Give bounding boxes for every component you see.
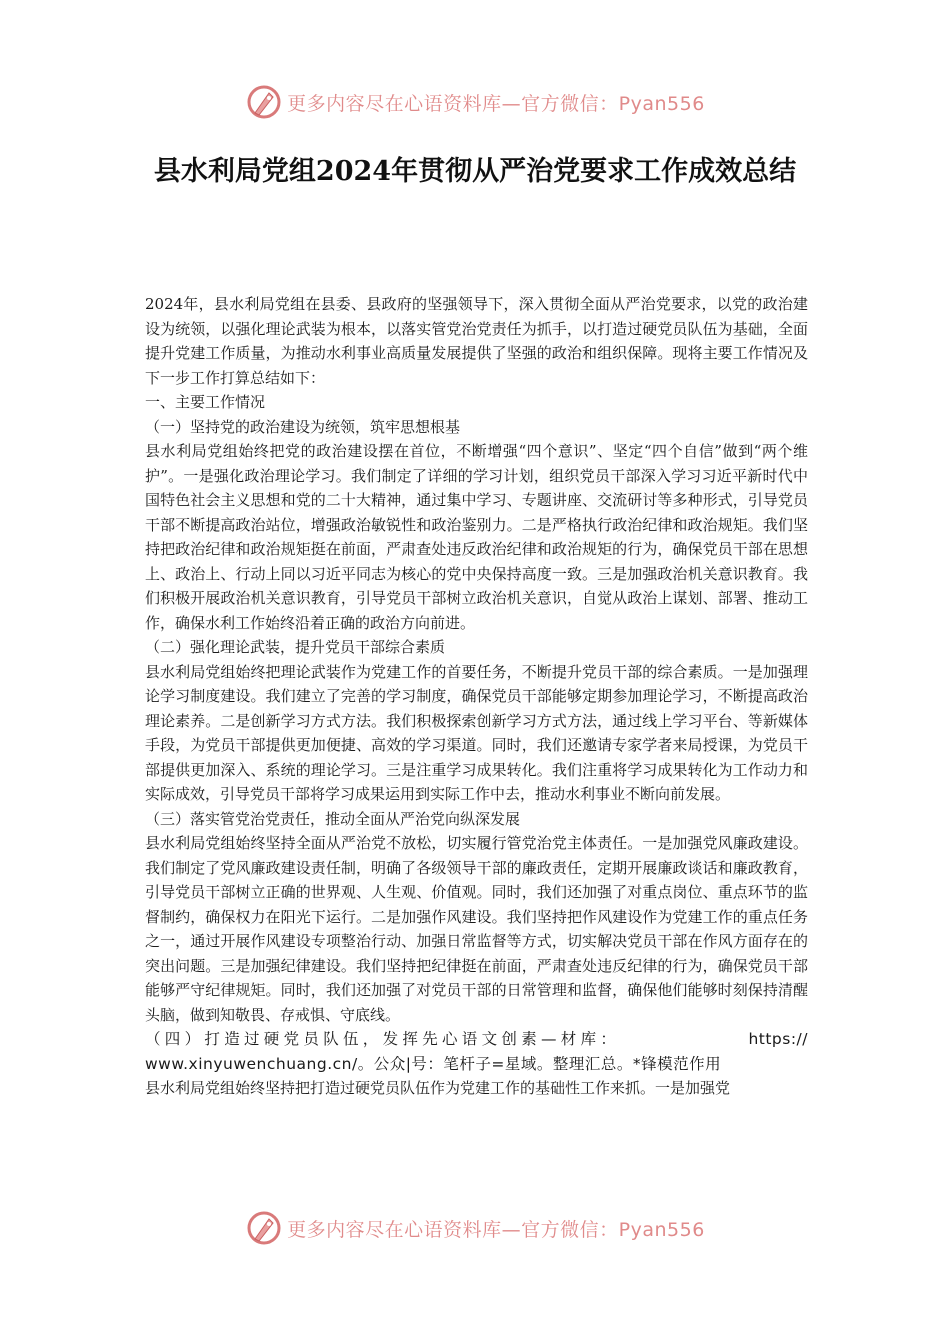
watermark-text: 更多内容尽在心语资料库—官方微信：Pyan556 xyxy=(287,1218,705,1241)
watermark-text: 更多内容尽在心语资料库—官方微信：Pyan556 xyxy=(287,92,705,115)
pen-nib-logo-icon xyxy=(245,1209,283,1247)
paragraph-theory-study: 县水利局党组始终把理论武装作为党建工作的首要任务，不断提升党员干部的综合素质。一是加强理论学习制度建设。我们建立了完善的学习制度，确保党员干部能够定期参加理论学习，不断提高政治理论素养。二是创新学习方式方法。我们积极探索创新学习方式方法，通过线上学习平台、等新媒体手段，为党员干部提供更加便捷、高效的学习渠道。同时，我们还邀请专家学者来局授课，为党员干部提供更加深入、系统的理论学习。三是注重学习成果转化。我们注重将学习成果转化为工作动力和实际成效，引导党员干部将学习成果运用到实际工作中去，推动水利事业不断向前发展。 xyxy=(145,662,808,803)
paragraph-political-building: 县水利局党组始终把党的政治建设摆在首位，不断增强“四个意识”、坚定“四个自信”做到“两个维护”。一是强化政治理论学习。我们制定了详细的学习计划，组织党员干部深入学习习近平新时代中国特色社会主义思想和党的二十大精神，通过集中学习、专题讲座、交流研讨等多种形式，引导党员干部不断提高政治站位，增强政治敏锐性和政治鉴别力。二是严格执行政治纪律和政治规矩。我们坚持把政治纪律和政治规矩挺在前面，严肃查处违反政治纪律和政治规矩的行为，确保党员干部在思想上、政治上、行动上同以习近平同志为核心的党中央保持高度一致。三是加强政治机关意识教育。我们积极开展政治机关意识教育，引导党员干部树立政治机关意识，自觉从政治上谋划、部署、推动工作，确保水利工作始终沿着正确的政治方向前进。 xyxy=(145,442,808,632)
document-body xyxy=(145,292,808,1101)
paragraph-party-discipline: 县水利局党组始终坚持全面从严治党不放松，切实履行管党治党主体责任。一是加强党风廉政建设。我们制定了党风廉政建设责任制，明确了各级领导干部的廉政责任，定期开展廉政谈话和廉政教育，引导党员干部树立正确的世界观、人生观、价值观。同时，我们还加强了对重点岗位、重点环节的监督制约，确保权力在阳光下运行。二是加强作风建设。我们坚持把作风建设作为党建工作的重点任务之一，通过开展作风建设专项整治行动、加强日常监督等方式，切实解决党员干部在作风方面存在的突出问题。三是加强纪律建设。我们坚持把纪律挺在前面，严肃查处违反纪律的行为，确保党员干部能够严守纪律规矩。同时，我们还加强了对党员干部的日常管理和监督，确保他们能够时刻保持清醒头脑，做到知敬畏、存戒惧、守底线。 xyxy=(145,834,808,1024)
subsection-heading-4 xyxy=(145,1027,808,1052)
paragraph-team-building: 县水利局党组始终坚持把打造过硬党员队伍作为党建工作的基础性工作来抓。一是加强党 xyxy=(145,1079,731,1097)
source-url-line: www.xinyuwenchuang.cn/。公众|号：笔杆子=星域。整理汇总。*锋模范作用 xyxy=(145,1054,722,1073)
subsection-heading-2: （二）强化理论武装，提升党员干部综合素质 xyxy=(145,638,446,656)
watermark-banner-top xyxy=(0,80,950,124)
section-heading-main-work: 一、主要工作情况 xyxy=(145,393,266,411)
pen-nib-logo-icon xyxy=(245,83,283,121)
intro-paragraph: 2024年，县水利局党组在县委、县政府的坚强领导下，深入贯彻全面从严治党要求，以党的政治建设为统领，以强化理论武装为根本，以落实管党治党责任为抓手，以打造过硬党员队伍为基础，全面提升党建工作质量，为推动水利事业高质量发展提供了坚强的政治和组织保障。现将主要工作情况及下一步工作打算总结如下： xyxy=(145,295,808,387)
subsection-heading-4-text: （四）打造过硬党员队伍，发挥先心语文创素—材库： xyxy=(145,1030,621,1048)
document-title: 县水利局党组2024年贯彻从严治党要求工作成效总结 xyxy=(153,156,797,187)
subsection-heading-1: （一）坚持党的政治建设为统领，筑牢思想根基 xyxy=(145,417,461,436)
subsection-heading-3: （三）落实管党治党责任，推动全面从严治党向纵深发展 xyxy=(145,809,521,828)
source-url-prefix: https:// xyxy=(748,1030,808,1048)
watermark-banner-bottom xyxy=(0,1206,950,1250)
